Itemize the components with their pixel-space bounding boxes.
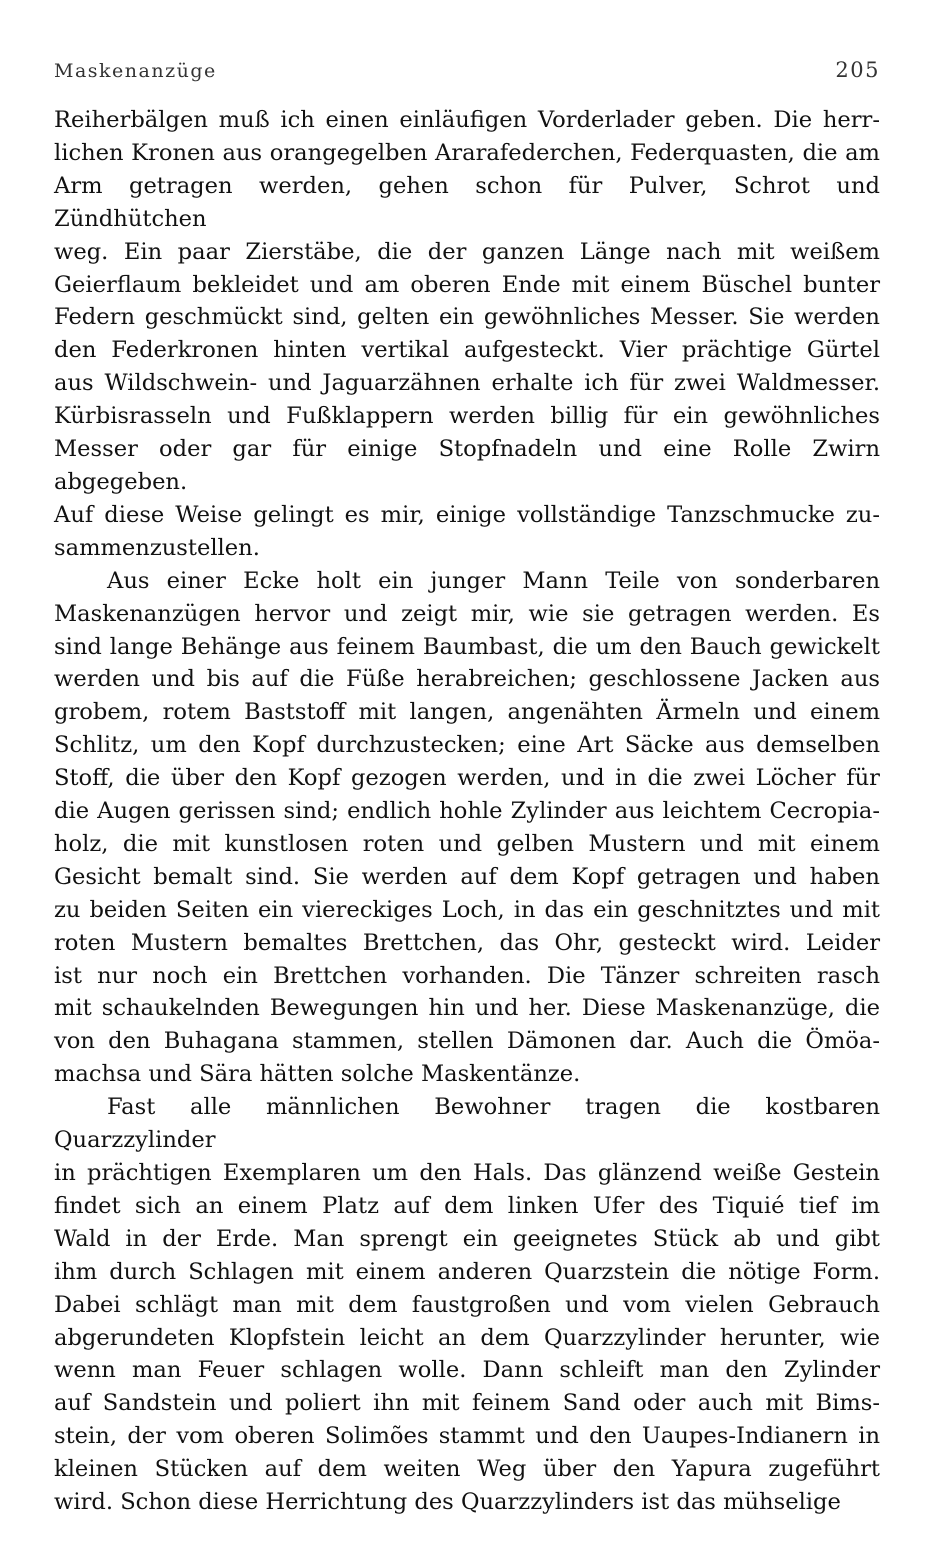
text-line: ihm durch Schlagen mit einem anderen Quarzstein die nötige Form.	[54, 1258, 880, 1285]
text-line: Maskenanzügen hervor und zeigt mir, wie sie getragen werden. Es	[54, 600, 880, 627]
text-line: sind lange Behänge aus feinem Baumbast, die um den Bauch gewickelt	[54, 633, 880, 660]
text-line: Gesicht bemalt sind. Sie werden auf dem Kopf getragen und haben	[54, 863, 880, 890]
text-line: Auf diese Weise gelingt es mir, einige vollständige Tanzschmucke zu-	[54, 501, 880, 528]
text-line: von den Buhagana stammen, stellen Dämonen dar. Auch die Ömöa-	[54, 1028, 880, 1055]
text-line: in prächtigen Exemplaren um den Hals. Das glänzend weiße Gestein	[54, 1160, 880, 1186]
text-line: den Federkronen hinten vertikal aufgesteckt. Vier prächtige Gürtel	[54, 337, 880, 364]
text-line: grobem, rotem Baststoff mit langen, angenähten Ärmeln und einem	[54, 699, 880, 726]
text-line: Dabei schlägt man mit dem faustgroßen und vom vielen Gebrauch	[54, 1291, 880, 1318]
running-head	[54, 58, 880, 96]
text-line: auf Sandstein und poliert ihn mit feinem Sand oder auch mit Bims-	[54, 1390, 880, 1417]
text-line: Wald in der Erde. Man sprengt ein geeignetes Stück ab und gibt	[54, 1225, 880, 1252]
book-page	[54, 58, 880, 1519]
body-text	[54, 104, 880, 1519]
paragraph	[54, 104, 880, 565]
text-line: zu beiden Seiten ein viereckiges Loch, in das ein geschnitztes und mit	[54, 896, 880, 923]
paragraph	[54, 1091, 880, 1519]
text-line: mit schaukelnden Bewegungen hin und her. Diese Maskenanzüge, die	[54, 995, 880, 1022]
text-line: Messer oder gar für einige Stopfnadeln und eine Rolle Zwirn abgegeben.	[54, 436, 880, 495]
text-line: aus Wildschwein- und Jaguarzähnen erhalte ich für zwei Waldmesser.	[54, 370, 880, 397]
text-line: Schlitz, um den Kopf durchzustecken; eine Art Säcke aus demselben	[54, 732, 880, 759]
paragraph	[54, 565, 880, 1092]
text-line: machsa und Sära hätten solche Maskentänze.	[54, 1061, 581, 1088]
text-line: Geierflaum bekleidet und am oberen Ende mit einem Büschel bunter	[54, 271, 880, 298]
text-line: Kürbisrasseln und Fußklappern werden billig für ein gewöhnliches	[54, 403, 880, 430]
text-line: abgerundeten Klopfstein leicht an dem Quarzzylinder herunter, wie	[54, 1324, 880, 1351]
text-line: Aus einer Ecke holt ein junger Mann Teile von sonderbaren	[107, 567, 880, 594]
text-line: werden und bis auf die Füße herabreichen; geschlossene Jacken aus	[54, 666, 880, 693]
text-line: findet sich an einem Platz auf dem linken Ufer des Tiquié tief im	[54, 1192, 880, 1219]
text-line: wird. Schon diese Herrichtung des Quarzzylinders ist das mühselige	[54, 1489, 841, 1516]
text-line: Arm getragen werden, gehen schon für Pulver, Schrot und Zündhütchen	[54, 172, 880, 232]
text-line: Stoff, die über den Kopf gezogen werden, und in die zwei Löcher für	[54, 765, 880, 792]
text-line: roten Mustern bemaltes Brettchen, das Ohr, gesteckt wird. Leider	[54, 929, 880, 956]
text-line: Reiherbälgen muß ich einen einläufigen Vorderlader geben. Die herr-	[54, 107, 880, 133]
text-line: holz, die mit kunstlosen roten und gelben Mustern und mit einem	[54, 830, 880, 857]
text-line: sammenzustellen.	[54, 534, 260, 561]
text-line: wenn man Feuer schlagen wolle. Dann schleift man den Zylinder	[54, 1357, 880, 1384]
text-line: weg. Ein paar Zierstäbe, die der ganzen Länge nach mit weißem	[54, 238, 880, 265]
text-line: kleinen Stücken auf dem weiten Weg über den Yapura zugeführt	[54, 1456, 880, 1483]
text-line: Fast alle männlichen Bewohner tragen die kostbaren Quarzzylinder	[54, 1094, 880, 1154]
page-number: 205	[835, 58, 880, 82]
running-title: Maskenanzüge	[54, 60, 217, 82]
text-line: ist nur noch ein Brettchen vorhanden. Die Tänzer schreiten rasch	[54, 962, 880, 989]
text-line: stein, der vom oberen Solimões stammt und den Uaupes-Indianern in	[54, 1423, 880, 1450]
text-line: die Augen gerissen sind; endlich hohle Zylinder aus leichtem Cecropia-	[54, 798, 880, 825]
text-line: lichen Kronen aus orangegelben Ararafederchen, Federquasten, die am	[54, 139, 880, 166]
text-line: Federn geschmückt sind, gelten ein gewöhnliches Messer. Sie werden	[54, 304, 880, 331]
